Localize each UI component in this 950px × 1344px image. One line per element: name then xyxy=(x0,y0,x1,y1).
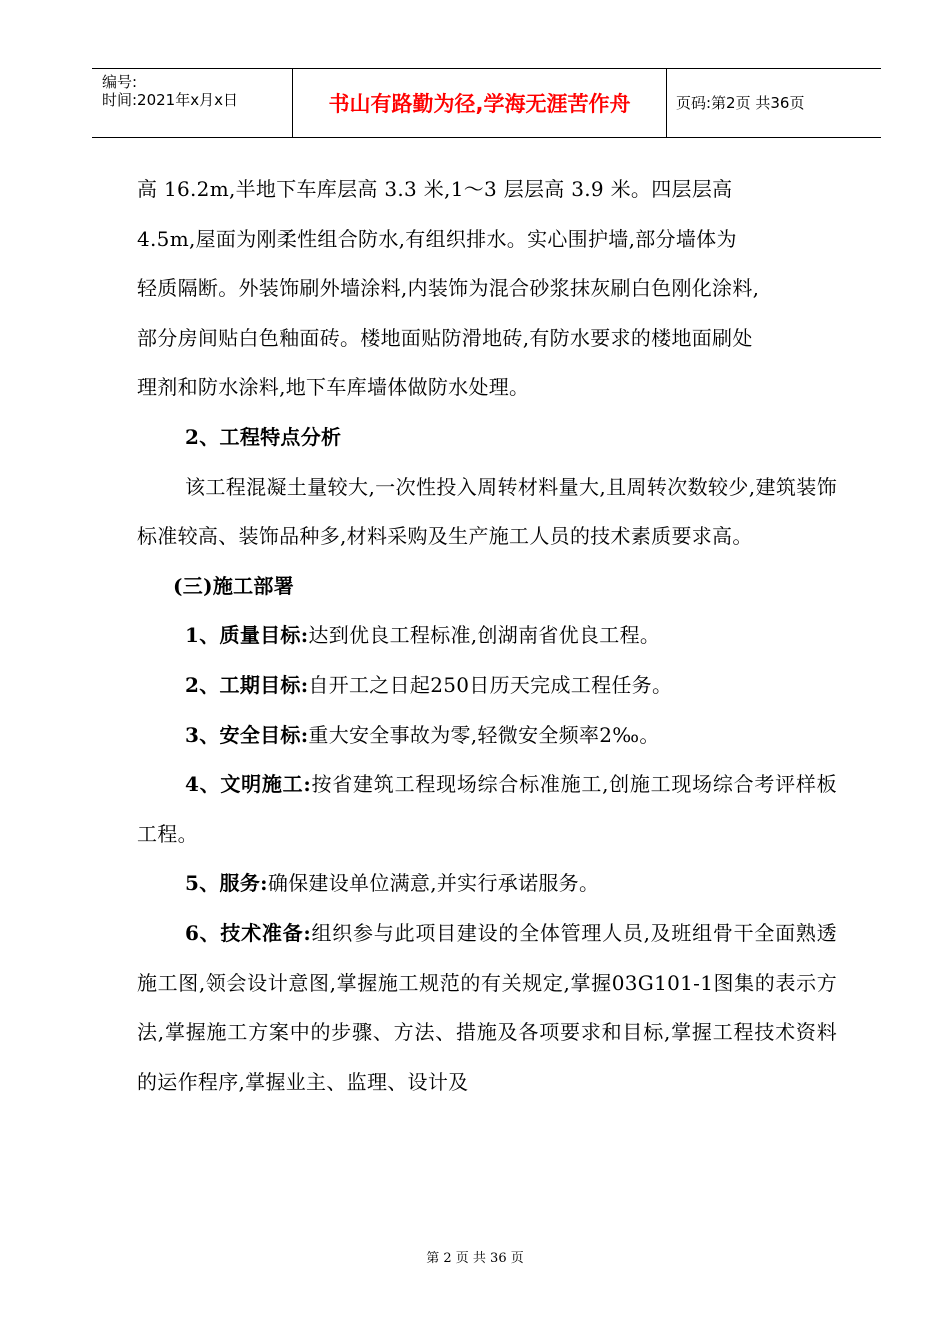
page-footer: 第 2 页 共 36 页 xyxy=(426,1251,524,1266)
item-text: 确保建设单位满意,并实行承诺服务。 xyxy=(267,871,600,896)
item-label: 5、服务: xyxy=(185,871,268,896)
text-line: 轻质隔断。外装饰刷外墙涂料,内装饰为混合砂浆抹灰刷白色刚化涂料, xyxy=(137,276,760,301)
list-item-civilized-construction xyxy=(137,760,837,859)
item-label: 4、文明施工: xyxy=(185,772,312,797)
document-time-label: 时间:2021年x月x日 xyxy=(102,91,238,109)
list-item-service xyxy=(137,859,837,909)
item-text: 组织参与此项目建设的全体管理人员,及班组骨干全面熟透施工图,领会设计意图,掌握施工规范的有关规定,掌握03G101-1图集的表示方法,掌握施工方案中的步骤、方法、措施及各项要求和目标,掌握工程技术资料的运作程序,掌握业主、监理、设计及 xyxy=(137,920,837,1094)
text-line: 理剂和防水涂料,地下车库墙体做防水处理。 xyxy=(137,375,530,400)
list-item-technical-preparation xyxy=(137,909,837,1107)
paragraph-building-description xyxy=(137,165,837,413)
list-item-schedule-target xyxy=(137,661,837,711)
document-body xyxy=(137,165,837,1107)
paragraph-project-features: 该工程混凝土量较大,一次性投入周转材料量大,且周转次数较少,建筑装饰标准较高、装饰品种多,材料采购及生产施工人员的技术素质要求高。 xyxy=(137,474,837,549)
section-heading-construction-deployment: (三)施工部署 xyxy=(173,573,295,598)
item-label: 6、技术准备: xyxy=(185,920,312,945)
header-motto-cell xyxy=(292,69,667,137)
document-number-label: 编号: xyxy=(102,73,138,91)
item-text: 自开工之日起250日历天完成工程任务。 xyxy=(308,672,673,697)
text-line: 部分房间贴白色釉面砖。楼地面贴防滑地砖,有防水要求的楼地面刷处 xyxy=(137,325,753,350)
item-text: 重大安全事故为零,轻微安全频率2‰。 xyxy=(308,722,660,747)
document-header xyxy=(92,68,881,138)
item-label: 2、工期目标: xyxy=(185,672,309,697)
text-line: 高 16.2m,半地下车库层高 3.3 米,1～3 层层高 3.9 米。四层层高 xyxy=(137,177,733,201)
list-item-quality-target xyxy=(137,611,837,661)
header-motto: 书山有路勤为径,学海无涯苦作舟 xyxy=(328,92,631,116)
item-text: 按省建筑工程现场综合标准施工,创施工现场综合考评样板工程。 xyxy=(137,772,837,846)
item-label: 1、质量目标: xyxy=(185,623,309,648)
item-label: 3、安全目标: xyxy=(185,722,309,747)
header-page-number: 页码:第2页 共36页 xyxy=(676,94,805,112)
header-info-cell xyxy=(92,69,292,137)
text-line: 4.5m,屋面为刚柔性组合防水,有组织排水。实心围护墙,部分墙体为 xyxy=(137,226,737,251)
header-page-cell xyxy=(666,69,881,137)
section-heading-project-features: 2、工程特点分析 xyxy=(185,424,342,449)
item-text: 达到优良工程标准,创湖南省优良工程。 xyxy=(308,623,661,648)
list-item-safety-target xyxy=(137,711,837,761)
